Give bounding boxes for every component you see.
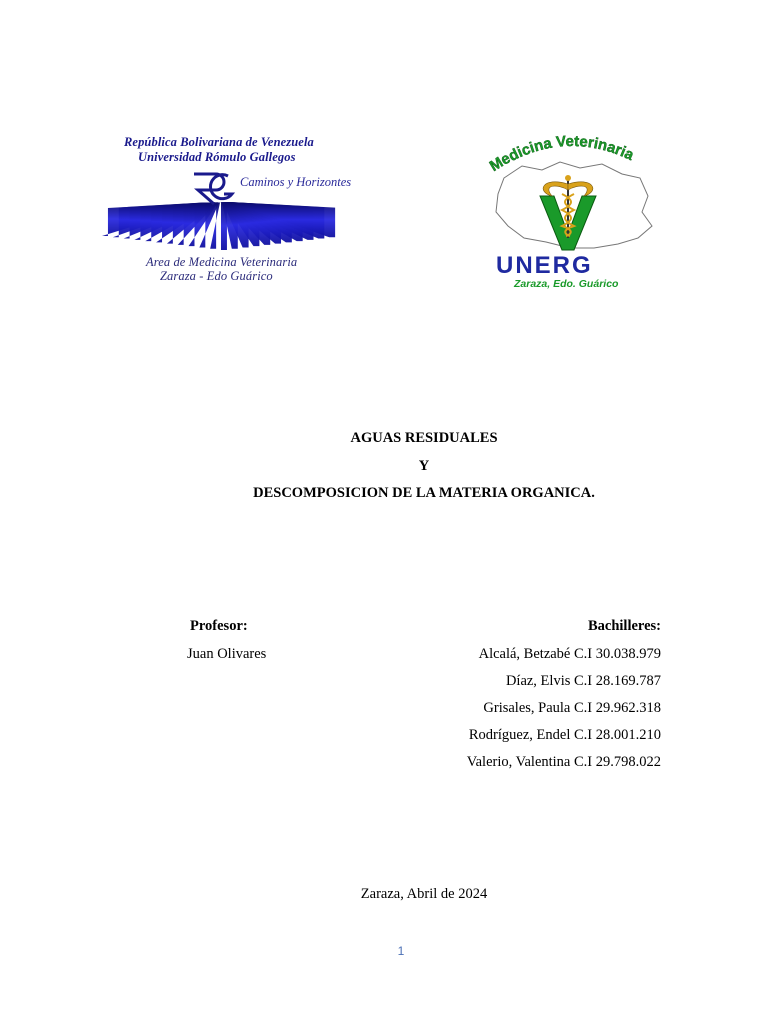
logo-motto-text: Caminos y Horizontes <box>240 175 352 189</box>
logo-location-text: Zaraza - Edo Guárico <box>160 269 273 283</box>
students-heading: Bachilleres: <box>587 618 661 634</box>
page-number: 1 <box>397 944 405 958</box>
document-title-line2: Y <box>418 458 430 474</box>
place-and-date: Zaraza, Abril de 2024 <box>360 886 488 902</box>
document-title-line3: DESCOMPOSICION DE LA MATERIA ORGANICA. <box>253 485 595 501</box>
document-title-line1: AGUAS RESIDUALES <box>350 430 498 446</box>
student-entry: Valerio, Valentina C.I 29.798.022 <box>466 754 661 770</box>
professor-name: Juan Olivares <box>187 646 267 662</box>
university-logo <box>96 132 352 292</box>
students-list <box>467 646 661 781</box>
logo-acronym-text: UNERG <box>496 252 593 279</box>
student-entry: Díaz, Elvis C.I 28.169.787 <box>505 673 661 689</box>
logo-place-text: Zaraza, Edo. Guárico <box>514 278 619 290</box>
student-entry: Grisales, Paula C.I 29.962.318 <box>483 700 661 716</box>
logo-university-text: Universidad Rómulo Gallegos <box>138 150 296 164</box>
professor-heading: Profesor: <box>190 618 248 634</box>
student-entry: Alcalá, Betzabé C.I 30.038.979 <box>478 646 661 662</box>
logo-area-text: Area de Medicina Veterinaria <box>146 255 298 269</box>
student-entry: Rodríguez, Endel C.I 28.001.210 <box>468 727 661 743</box>
logo-arc-text: Medicina Veterinaria <box>486 132 637 175</box>
logo-country-text: República Bolivariana de Venezuela <box>124 135 314 149</box>
veterinary-logo <box>482 126 662 298</box>
